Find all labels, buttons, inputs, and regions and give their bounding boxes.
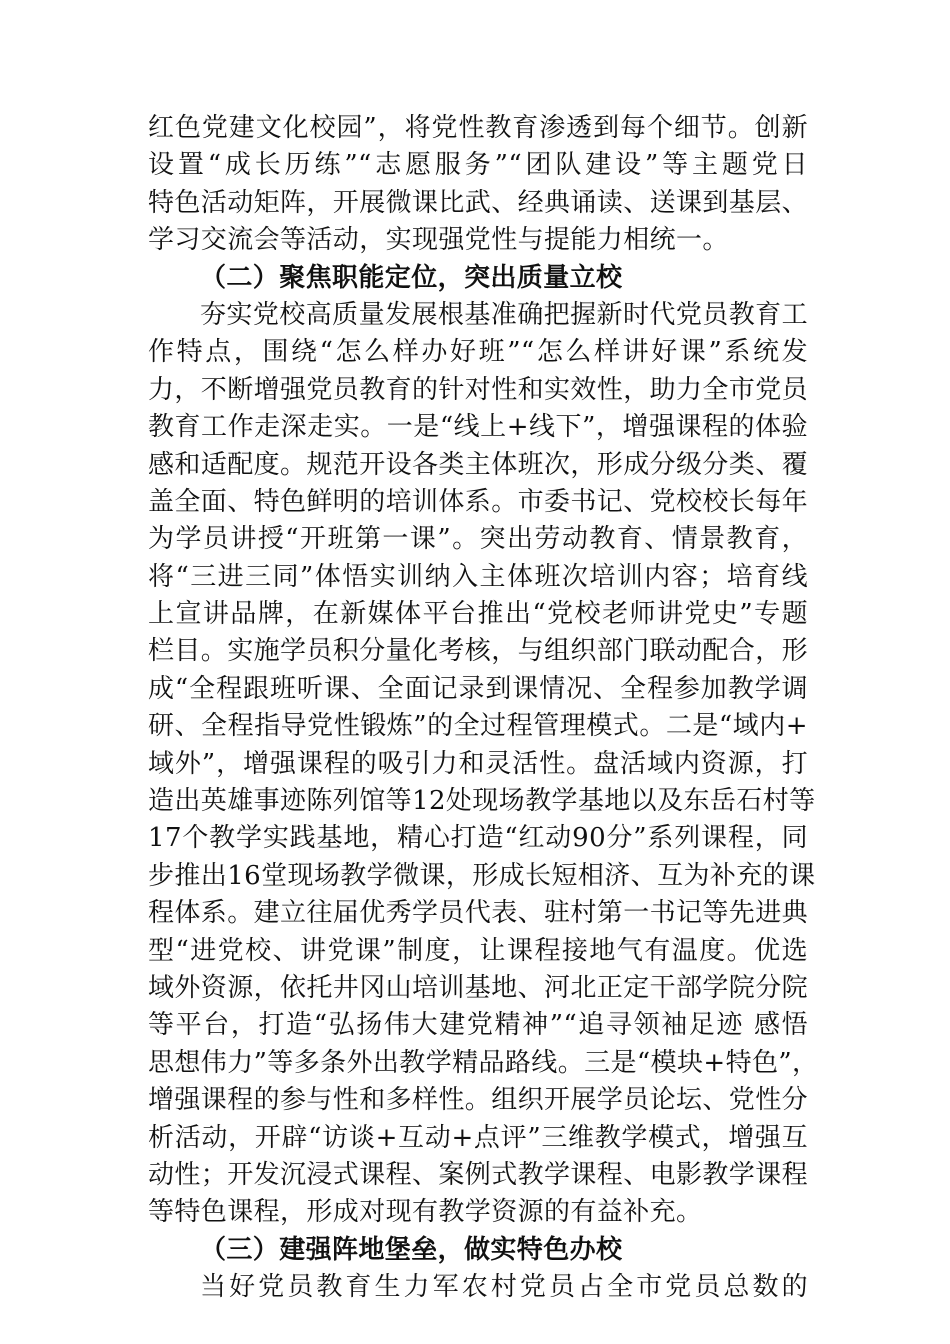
paragraph-line: 栏目。实施学员积分量化考核，与组织部门联动配合，形 [148,636,809,667]
paragraph-line: 程体系。建立往届优秀学员代表、驻村第一书记等先进典 [148,898,809,929]
paragraph-line: 析活动，开辟“访谈+互动+点评”三维教学模式，增强互 [148,1122,808,1153]
paragraph-line: 夯实党校高质量发展根基准确把握新时代党员教育工 [200,299,808,330]
paragraph-line: 将“三进三同”体悟实训纳入主体班次培训内容；培育线 [148,561,808,592]
paragraph-line: 研、全程指导党性锻炼”的全过程管理模式。二是“域内+ [148,711,808,742]
paragraph-line: 域外资源，依托井冈山培训基地、河北正定干部学院分院 [148,972,809,1003]
paragraph-line: 型“进党校、讲党课”制度，让课程接地气有温度。优选 [148,935,808,966]
paragraph-line: 盖全面、特色鲜明的培训体系。市委书记、党校校长每年 [148,486,809,517]
paragraph-line: 当好党员教育生力军农村党员占全市党员总数的 [200,1272,808,1303]
paragraph-line: 设置“成长历练”“志愿服务”“团队建设”等主题党日 [148,150,808,181]
paragraph-line: 造出英雄事迹陈列馆等12处现场教学基地以及东岳石村等 [148,786,816,817]
paragraph-line: 红色党建文化校园”，将党性教育渗透到每个细节。创新 [148,113,808,143]
paragraph-line: 等特色课程，形成对现有教学资源的有益补充。 [148,1197,703,1228]
section-heading: （二）聚焦职能定位，突出质量立校 [200,262,623,293]
paragraph-line: 思想伟力”等多条外出教学精品路线。三是“模块+特色”， [148,1047,819,1078]
paragraph-line: 力，不断增强党员教育的针对性和实效性，助力全市党员 [148,374,809,405]
paragraph-line: 上宣讲品牌，在新媒体平台推出“党校老师讲党史”专题 [148,599,808,630]
paragraph-line: 步推出16堂现场教学微课，形成长短相济、互为补充的课 [148,860,816,891]
paragraph-line: 作特点，围绕“怎么样办好班”“怎么样讲好课”系统发 [148,337,808,368]
paragraph-line: 成“全程跟班听课、全面记录到课情况、全程参加教学调 [148,673,808,704]
paragraph-line: 增强课程的参与性和多样性。组织开展学员论坛、党性分 [148,1085,809,1116]
paragraph-line: 等平台，打造“弘扬伟大建党精神”“追寻领袖足迹 感悟 [148,1010,808,1041]
paragraph-line: 教育工作走深走实。一是“线上+线下”，增强课程的体验 [148,412,808,443]
paragraph-line: 动性；开发沉浸式课程、案例式教学课程、电影教学课程 [148,1159,809,1190]
paragraph-line: 17个教学实践基地，精心打造“红动90分”系列课程，同 [148,823,808,854]
paragraph-line: 为学员讲授“开班第一课”。突出劳动教育、情景教育， [148,524,808,555]
section-heading: （三）建强阵地堡垒，做实特色办校 [200,1234,623,1265]
paragraph-line: 域外”，增强课程的吸引力和灵活性。盘活域内资源，打 [148,748,808,779]
paragraph-line: 感和适配度。规范开设各类主体班次，形成分级分类、覆 [148,449,809,480]
paragraph-line: 学习交流会等活动，实现强党性与提能力相统一。 [148,225,729,256]
paragraph-line: 特色活动矩阵，开展微课比武、经典诵读、送课到基层、 [148,187,809,218]
document-body [148,110,819,1307]
